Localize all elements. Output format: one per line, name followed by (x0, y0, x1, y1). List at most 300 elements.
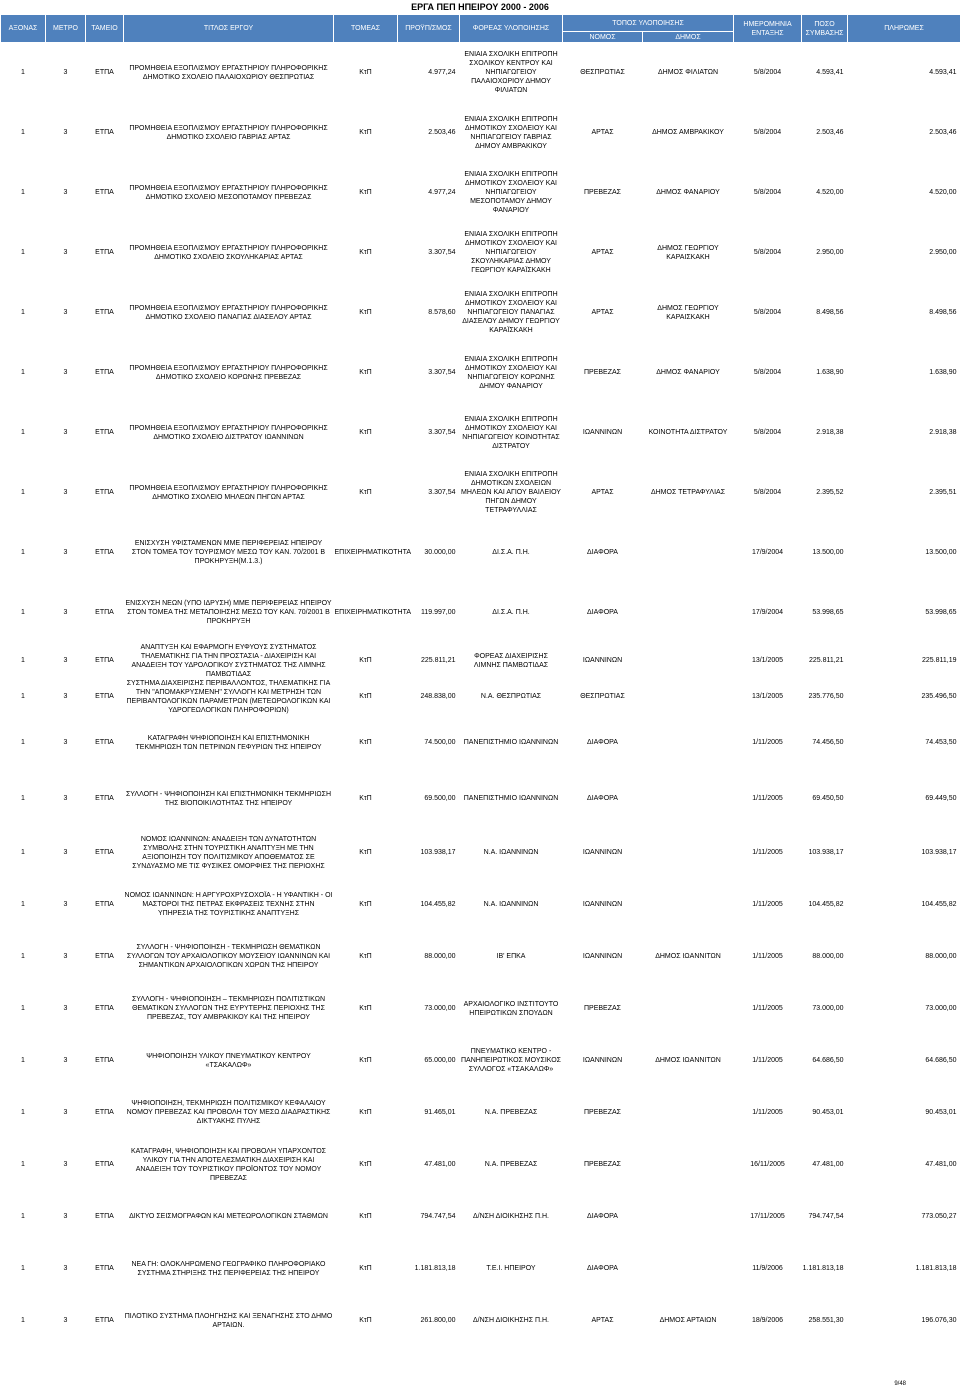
cell-title: ΣΥΛΛΟΓΗ - ΨΗΦΙΟΠΟΙΗΣΗ ΚΑΙ ΕΠΙΣΤΗΜΟΝΙΚΗ ΤΕΚΜΗΡΙΩΣΗ ΤΗΣ ΒΙΟΠΟΙΚΙΛΟΤΗΤΑΣ ΤΗΣ ΗΠΕΙΡΟΥ (125, 790, 332, 807)
header-location: ΤΟΠΟΣ ΥΛΟΠΟΙΗΣΗΣ (563, 15, 734, 32)
cell-agency: ΕΝΙΑΙΑ ΣΧΟΛΙΚΗ ΕΠΙΤΡΟΠΗ ΔΗΜΟΤΙΚΟΥ ΣΧΟΛΕΙΟΥ ΚΑΙ ΝΗΠΙΑΓΩΓΕΙΟΥ ΣΚΟΥΛΗΚΑΡΙΑΣ ΔΗΜΟΥ ΓΕΩΡΓΙΟΥ ΚΑΡΑΪΣΚΑΚΗ (464, 231, 558, 274)
cell-prefecture: ΑΡΤΑΣ (591, 309, 614, 316)
cell-budget: 3.307,54 (428, 489, 456, 496)
cell-municipality: ΔΗΜΟΣ ΑΡΤΑΙΩΝ (659, 1317, 717, 1324)
cell-axonas: 1 (21, 901, 25, 908)
cell-budget: 69.500,00 (424, 795, 456, 802)
cell-budget: 3.307,54 (428, 429, 456, 436)
cell-contract-amount: 103.938,17 (808, 849, 844, 856)
cell-title: ΠΡΟΜΗΘΕΙΑ ΕΞΟΠΛΙΣΜΟΥ ΕΡΓΑΣΤΗΡΙΟΥ ΠΛΗΡΟΦΟΡΙΚΗΣ ΔΗΜΟΤΙΚΟ ΣΧΟΛΕΙΟ ΓΑΒΡΙΑΣ ΑΡΤΑΣ (129, 124, 328, 141)
cell-payments: 64.686,50 (925, 1057, 957, 1064)
cell-date: 17/11/2005 (750, 1213, 785, 1220)
cell-date: 11/9/2006 (752, 1265, 783, 1272)
cell-agency: ΑΡΧΑΙΟΛΟΓΙΚΟ ΙΝΣΤΙΤΟΥΤΟ ΗΠΕΙΡΩΤΙΚΩΝ ΣΠΟΥΔΩΝ (463, 1000, 559, 1017)
cell-prefecture: ΙΩΑΝΝΙΝΩΝ (582, 901, 623, 908)
header-tomeas: ΤΟΜΕΑΣ (334, 15, 398, 43)
cell-budget: 104.455,82 (420, 901, 456, 908)
cell-payments: 4.520,00 (929, 189, 957, 196)
cell-contract-amount: 73.000,00 (812, 1005, 844, 1012)
cell-contract-amount: 69.450,50 (812, 795, 844, 802)
table-row (1, 827, 961, 879)
cell-tomeas: ΚτΠ (359, 69, 372, 77)
cell-agency: ΔΙ.Σ.Α. Π.Η. (492, 609, 530, 616)
cell-budget: 3.307,54 (428, 369, 456, 376)
cell-prefecture: ΔΙΑΦΟΡΑ (587, 549, 618, 556)
cell-municipality: ΔΗΜΟΣ ΓΕΩΡΓΙΟΥ ΚΑΡΑΙΣΚΑΚΗ (657, 244, 719, 261)
cell-contract-amount: 13.500,00 (812, 549, 844, 556)
cell-tameio: ΕΤΠΑ (95, 1213, 114, 1220)
cell-axonas: 1 (21, 69, 25, 77)
cell-tameio: ΕΤΠΑ (95, 1057, 114, 1064)
cell-axonas: 1 (21, 1317, 25, 1324)
cell-prefecture: ΑΡΤΑΣ (591, 129, 614, 136)
cell-contract-amount: 1.638,90 (816, 369, 844, 376)
cell-title: ΚΑΤΑΓΡΑΦΗ ΨΗΦΙΟΠΟΙΗΣΗ ΚΑΙ ΕΠΙΣΤΗΜΟΝΙΚΗ ΤΕΚΜΗΡΙΩΣΗ ΤΩΝ ΠΕΤΡΙΝΩΝ ΓΕΦΥΡΙΩΝ ΤΗΣ ΗΠΕΙΡΟΥ (135, 734, 322, 751)
cell-axonas: 1 (21, 189, 25, 196)
cell-prefecture: ΙΩΑΝΝΙΝΩΝ (582, 657, 623, 664)
cell-tameio: ΕΤΠΑ (95, 189, 114, 196)
cell-municipality: ΔΗΜΟΣ ΑΜΒΡΑΚΙΚΟΥ (652, 129, 724, 136)
cell-prefecture: ΠΡΕΒΕΖΑΣ (583, 1005, 621, 1012)
cell-tomeas: ΚτΠ (359, 1265, 372, 1272)
header-contract-amount: ΠΟΣΟ ΣΥΜΒΑΣΗΣ (802, 15, 848, 43)
cell-payments: 1.638,90 (929, 369, 957, 376)
cell-agency: ΠΝΕΥΜΑΤΙΚΟ ΚΕΝΤΡΟ - ΠΑΝΗΠΕΙΡΩΤΙΚΟΣ ΜΟΥΣΙΚΟΣ ΣΥΛΛΟΓΟΣ «ΤΣΑΚΑΛΩΦ» (460, 1048, 561, 1073)
cell-municipality (643, 1243, 734, 1295)
cell-prefecture: ΙΩΑΝΝΙΝΩΝ (582, 849, 623, 856)
cell-contract-amount: 4.520,00 (816, 189, 844, 196)
table-row (1, 771, 961, 827)
cell-tomeas: ΚτΠ (359, 129, 372, 136)
cell-axonas: 1 (21, 489, 25, 496)
table-row (1, 583, 961, 643)
cell-axonas: 1 (21, 249, 25, 256)
cell-payments: 69.449,50 (925, 795, 957, 802)
cell-agency: Ν.Α. ΙΩΑΝΝΙΝΩΝ (483, 849, 539, 856)
cell-title: ΣΥΛΛΟΓΗ - ΨΗΦΙΟΠΟΙΗΣΗ – ΤΕΚΜΗΡΙΩΣΗ ΠΟΛΙΤΙΣΤΙΚΩΝ ΘΕΜΑΤΙΚΩΝ ΣΥΛΛΟΓΩΝ ΤΗΣ ΕΥΡΥΤΕΡΗΣ ΠΕΡΙΟΧΗΣ ΤΗΣ ΠΡΕΒΕΖΑΣ, ΤΟΥ ΑΜΒΡΑΚΙΚΟΥ ΚΑΙ ΤΗΣ ΗΠΕΙΡΟΥ (131, 996, 326, 1021)
cell-municipality (643, 523, 734, 583)
table-row (1, 103, 961, 163)
cell-axonas: 1 (21, 129, 25, 136)
cell-date: 1/11/2005 (752, 901, 783, 908)
cell-municipality: ΔΗΜΟΣ ΦΑΝΑΡΙΟΥ (656, 369, 720, 376)
cell-contract-amount: 64.686,50 (812, 1057, 844, 1064)
cell-contract-amount: 2.918,38 (816, 429, 844, 436)
cell-title: ΑΝΑΠΤΥΞΗ ΚΑΙ ΕΦΑΡΜΟΓΗ ΕΥΦΥΟΥΣ ΣΥΣΤΗΜΑΤΟΣ ΤΗΛΕΜΑΤΙΚΗΣ ΓΙΑ ΤΗΝ ΠΡΟΣΤΑΣΙΑ - ΔΙΑΧΕΙΡΙΣΗ ΚΑΙ ΑΝΑΔΕΙΞΗ ΤΟΥ ΥΔΡΟΛΟΓΙΚΟΥ ΣΥΣΤΗΜΑΤΟΣ ΤΗΣ ΛΙΜΝΗΣ ΠΑΜΒΩΤΙΔΑΣ (131, 643, 326, 678)
cell-axonas: 1 (21, 1161, 25, 1168)
cell-budget: 4.977,24 (428, 69, 456, 77)
cell-title: ΕΝΙΣΧΥΣΗ ΝΕΩΝ (ΥΠΟ ΙΔΡΥΣΗ) ΜΜΕ ΠΕΡΙΦΕΡΕΙΑΣ ΗΠΕΙΡΟΥ ΣΤΟΝ ΤΟΜΕΑ ΤΗΣ ΜΕΤΑΠΟΙΗΣΗΣ ΜΕΣΩ ΤΟΥ ΚΑΝ. 70/2001 Β ΠΡΟΚΗΡΥΞΗ (125, 600, 332, 625)
cell-date: 5/8/2004 (753, 369, 782, 376)
cell-tameio: ΕΤΠΑ (95, 1265, 114, 1272)
cell-tameio: ΕΤΠΑ (95, 739, 114, 746)
cell-metro: 3 (63, 249, 68, 256)
cell-axonas: 1 (21, 609, 25, 616)
cell-date: 1/11/2005 (752, 795, 783, 802)
cell-payments: 4.593,41 (929, 69, 957, 77)
cell-tomeas: ΚτΠ (359, 1317, 372, 1324)
cell-prefecture: ΔΙΑΦΟΡΑ (587, 609, 618, 616)
cell-agency: ΕΝΙΑΙΑ ΣΧΟΛΙΚΗ ΕΠΙΤΡΟΠΗ ΔΗΜΟΤΙΚΟΥ ΣΧΟΛΕΙΟΥ ΚΑΙ ΝΗΠΙΑΓΩΓΕΙΟΥ ΚΟΙΝΟΤΗΤΑΣ ΔΙΣΤΡΑΤΟΥ (462, 415, 560, 450)
cell-tameio: ΕΤΠΑ (95, 901, 114, 908)
cell-tomeas: ΚτΠ (359, 901, 372, 908)
document-title: ΕΡΓΑ ΠΕΠ ΗΠΕΙΡΟΥ 2000 - 2006 (411, 2, 549, 12)
cell-metro: 3 (63, 849, 68, 856)
table-row (1, 983, 961, 1035)
cell-payments: 53.998,65 (925, 609, 957, 616)
cell-axonas: 1 (21, 1265, 25, 1272)
cell-axonas: 1 (21, 849, 25, 856)
cell-tomeas: ΚτΠ (359, 309, 372, 316)
cell-contract-amount: 90.453,01 (812, 1109, 844, 1116)
table-row (1, 879, 961, 931)
cell-contract-amount: 2.503,46 (816, 129, 844, 136)
table-row (1, 463, 961, 523)
cell-prefecture: ΔΙΑΦΟΡΑ (587, 739, 618, 746)
cell-tomeas: ΚτΠ (359, 1005, 372, 1012)
cell-date: 5/8/2004 (753, 489, 782, 496)
table-row (1, 715, 961, 771)
cell-municipality (643, 715, 734, 771)
cell-date: 18/9/2006 (751, 1317, 784, 1324)
cell-metro: 3 (63, 1317, 68, 1324)
cell-tameio: ΕΤΠΑ (95, 953, 114, 960)
table-row (1, 1243, 961, 1295)
cell-prefecture: ΘΕΣΠΡΩΤΙΑΣ (580, 69, 625, 77)
cell-payments: 196.076,30 (921, 1317, 957, 1324)
header-metro: ΜΕΤΡΟ (46, 15, 86, 43)
cell-metro: 3 (63, 739, 68, 746)
header-payments: ΠΛΗΡΩΜΕΣ (848, 15, 961, 43)
cell-contract-amount: 104.455,82 (808, 901, 844, 908)
table-row (1, 403, 961, 463)
cell-metro: 3 (63, 1265, 68, 1272)
cell-title: ΠΡΟΜΗΘΕΙΑ ΕΞΟΠΛΙΣΜΟΥ ΕΡΓΑΣΤΗΡΙΟΥ ΠΛΗΡΟΦΟΡΙΚΗΣ ΔΗΜΟΤΙΚΟ ΣΧΟΛΕΙΟ ΠΑΝΑΓΙΑΣ ΔΙΑΣΕΛΟΥ ΑΡΤΑΣ (129, 304, 328, 321)
cell-contract-amount: 2.395,52 (816, 489, 844, 496)
cell-agency: ΕΝΙΑΙΑ ΣΧΟΛΙΚΗ ΕΠΙΤΡΟΠΗ ΔΗΜΟΤΙΚΩΝ ΣΧΟΛΕΙΩΝ ΜΗΛΕΩΝ ΚΑΙ ΑΓΙΟΥ ΒΑΙΛΕΙΟΥ ΠΗΓΩΝ ΔΗΜΟΥ ΤΕΤΡΑΦΥΛΛΙΑΣ (461, 471, 561, 514)
table-row (1, 1035, 961, 1087)
cell-budget: 65.000,00 (424, 1057, 456, 1064)
table-row (1, 283, 961, 343)
cell-tameio: ΕΤΠΑ (95, 309, 114, 316)
cell-tameio: ΕΤΠΑ (95, 849, 114, 856)
cell-municipality: ΚΟΙΝΟΤΗΤΑ ΔΙΣΤΡΑΤΟΥ (648, 429, 728, 436)
cell-title: ΔΙΚΤΥΟ ΣΕΙΣΜΟΓΡΑΦΩΝ ΚΑΙ ΜΕΤΕΩΡΟΛΟΓΙΚΩΝ ΣΤΑΘΜΩΝ (129, 1213, 328, 1220)
cell-payments: 8.498,56 (929, 309, 957, 316)
cell-contract-amount: 794.747,54 (808, 1213, 844, 1220)
header-agency: ΦΟΡΕΑΣ ΥΛΟΠΟΙΗΣΗΣ (460, 15, 563, 43)
cell-agency: Ν.Α. ΠΡΕΒΕΖΑΣ (484, 1109, 538, 1116)
cell-municipality: ΔΗΜΟΣ ΙΩΑΝΝΙΤΩΝ (655, 1057, 721, 1064)
cell-title: ΝΕΑ ΓΗ: ΟΛΟΚΛΗΡΩΜΕΝΟ ΓΕΩΓΡΑΦΙΚΟ ΠΛΗΡΟΦΟΡΙΑΚΟ ΣΥΣΤΗΜΑ ΣΤΗΡΙΞΗΣ ΤΗΣ ΠΕΡΙΦΕΡΕΙΑΣ ΤΗΣ ΗΠΕΙΡΟΥ (131, 1260, 326, 1277)
cell-tomeas: ΚτΠ (359, 657, 372, 664)
cell-date: 13/1/2005 (751, 693, 784, 700)
cell-contract-amount: 258.551,30 (808, 1317, 844, 1324)
cell-prefecture: ΑΡΤΑΣ (591, 1317, 614, 1324)
cell-payments: 88.000,00 (925, 953, 957, 960)
cell-date: 17/9/2004 (751, 609, 784, 616)
cell-axonas: 1 (21, 429, 25, 436)
cell-agency: ΕΝΙΑΙΑ ΣΧΟΛΙΚΗ ΕΠΙΤΡΟΠΗ ΔΗΜΟΤΙΚΟΥ ΣΧΟΛΕΙΟΥ ΚΑΙ ΝΗΠΙΑΓΩΓΕΙΟΥ ΚΟΡΩΝΗΣ ΔΗΜΟΥ ΦΑΝΑΡΙΟΥ (464, 355, 558, 390)
cell-payments: 2.395,51 (929, 489, 957, 496)
header-axonas: ΑΞΟΝΑΣ (1, 15, 46, 43)
cell-budget: 103.938,17 (420, 849, 456, 856)
cell-date: 1/11/2005 (752, 1057, 783, 1064)
cell-contract-amount: 8.498,56 (816, 309, 844, 316)
cell-payments: 74.453,50 (925, 739, 957, 746)
cell-budget: 30.000,00 (424, 549, 456, 556)
cell-date: 5/8/2004 (753, 69, 782, 77)
cell-metro: 3 (63, 1109, 68, 1116)
cell-prefecture: ΠΡΕΒΕΖΑΣ (583, 369, 621, 376)
cell-municipality (643, 771, 734, 827)
cell-tomeas: ΚτΠ (359, 739, 372, 746)
cell-prefecture: ΠΡΕΒΕΖΑΣ (583, 1161, 621, 1168)
cell-metro: 3 (63, 1057, 68, 1064)
cell-municipality (643, 1087, 734, 1139)
cell-payments: 1.181.813,18 (915, 1265, 957, 1272)
cell-metro: 3 (63, 795, 68, 802)
cell-contract-amount: 1.181.813,18 (802, 1265, 844, 1272)
cell-axonas: 1 (21, 1213, 25, 1220)
cell-tomeas: ΚτΠ (359, 369, 372, 376)
cell-contract-amount: 74.456,50 (812, 739, 844, 746)
cell-tameio: ΕΤΠΑ (95, 69, 114, 77)
cell-title: ΠΡΟΜΗΘΕΙΑ ΕΞΟΠΛΙΣΜΟΥ ΕΡΓΑΣΤΗΡΙΟΥ ΠΛΗΡΟΦΟΡΙΚΗΣ ΔΗΜΟΤΙΚΟ ΣΧΟΛΕΙΟ ΣΚΟΥΛΗΚΑΡΙΑΣ ΑΡΤΑΣ (129, 244, 328, 261)
cell-agency: Ν.Α. ΘΕΣΠΡΩΤΙΑΣ (480, 693, 542, 700)
cell-tameio: ΕΤΠΑ (95, 657, 114, 664)
cell-prefecture: ΑΡΤΑΣ (591, 249, 614, 256)
cell-title: ΨΗΦΙΟΠΟΙΗΣΗ, ΤΕΚΜΗΡΙΩΣΗ ΠΟΛΙΤΙΣΜΙΚΟΥ ΚΕΦΑΛΑΙΟΥ ΝΟΜΟΥ ΠΡΕΒΕΖΑΣ ΚΑΙ ΠΡΟΒΟΛΗ ΤΟΥ ΜΕΣΩ ΔΙΑΔΡΑΣΤΙΚΗΣ ΔΙΚΤΥΑΚΗΣ ΠΥΛΗΣ (126, 1100, 331, 1125)
cell-date: 5/8/2004 (753, 129, 782, 136)
cell-budget: 73.000,00 (424, 1005, 456, 1012)
table-row (1, 523, 961, 583)
cell-agency: ΔΙ.Σ.Α. Π.Η. (492, 549, 530, 556)
cell-metro: 3 (63, 657, 68, 664)
cell-axonas: 1 (21, 549, 25, 556)
cell-tomeas: ΚτΠ (359, 1213, 372, 1220)
cell-contract-amount: 53.998,65 (812, 609, 844, 616)
cell-budget: 794.747,54 (420, 1213, 456, 1220)
cell-title: ΠΙΛΟΤΙΚΟ ΣΥΣΤΗΜΑ ΠΛΟΗΓΗΣΗΣ ΚΑΙ ΞΕΝΑΓΗΣΗΣ ΣΤΟ ΔΗΜΟ ΑΡΤΑΙΩΝ. (124, 1312, 333, 1329)
cell-payments: 73.000,00 (925, 1005, 957, 1012)
cell-agency: Δ/ΝΣΗ ΔΙΟΙΚΗΣΗΣ Π.Η. (472, 1213, 549, 1220)
cell-tomeas: ΕΠΙΧΕΙΡΗΜΑΤΙΚΟΤΗΤΑ (334, 549, 412, 556)
cell-prefecture: ΠΡΕΒΕΖΑΣ (583, 189, 621, 196)
table-row (1, 679, 961, 715)
cell-payments: 103.938,17 (921, 849, 957, 856)
cell-axonas: 1 (21, 739, 25, 746)
cell-metro: 3 (63, 369, 68, 376)
cell-tameio: ΕΤΠΑ (95, 693, 114, 700)
header-date: ΗΜΕΡΟΜΗΝΙΑ ΕΝΤΑΞΗΣ (734, 15, 802, 43)
cell-axonas: 1 (21, 795, 25, 802)
cell-prefecture: ΔΙΑΦΟΡΑ (587, 1213, 618, 1220)
cell-title: ΣΥΛΛΟΓΗ - ΨΗΦΙΟΠΟΙΗΣΗ - ΤΕΚΜΗΡΙΩΣΗ ΘΕΜΑΤΙΚΩΝ ΣΥΛΛΟΓΩΝ ΤΟΥ ΑΡΧΑΙΟΛΟΓΙΚΟΥ ΜΟΥΣΕΙΟΥ ΙΩΑΝΝΙΝΩΝ ΚΑΙ ΣΗΜΑΝΤΙΚΩΝ ΑΡΧΑΙΟΛΟΓΙΚΩΝ ΧΩΡΩΝ ΤΗΣ ΗΠΕΙΡΟΥ (126, 944, 331, 969)
cell-prefecture: ΙΩΑΝΝΙΝΩΝ (582, 1057, 623, 1064)
cell-tameio: ΕΤΠΑ (95, 795, 114, 802)
cell-agency: Ν.Α. ΠΡΕΒΕΖΑΣ (484, 1161, 538, 1168)
cell-prefecture: ΔΙΑΦΟΡΑ (587, 795, 618, 802)
cell-tomeas: ΚτΠ (359, 1057, 372, 1064)
cell-axonas: 1 (21, 693, 25, 700)
table-row (1, 43, 961, 103)
cell-tameio: ΕΤΠΑ (95, 249, 114, 256)
cell-municipality (643, 583, 734, 643)
cell-municipality (643, 827, 734, 879)
cell-budget: 119.997,00 (420, 609, 456, 616)
cell-agency: ΙΒ' ΕΠΚΑ (496, 953, 526, 960)
table-row (1, 643, 961, 679)
cell-prefecture: ΔΙΑΦΟΡΑ (587, 1265, 618, 1272)
cell-axonas: 1 (21, 953, 25, 960)
cell-date: 5/8/2004 (753, 309, 782, 316)
cell-prefecture: ΠΡΕΒΕΖΑΣ (583, 1109, 621, 1116)
cell-date: 1/11/2005 (752, 1109, 783, 1116)
cell-contract-amount: 4.593,41 (816, 69, 844, 77)
cell-title: ΕΝΙΣΧΥΣΗ ΥΦΙΣΤΑΜΕΝΩΝ ΜΜΕ ΠΕΡΙΦΕΡΕΙΑΣ ΗΠΕΙΡΟΥ ΣΤΟΝ ΤΟΜΕΑ ΤΟΥ ΤΟΥΡΙΣΜΟΥ ΜΕΣΩ ΤΟΥ ΚΑΝ. 70/2001 Β ΠΡΟΚΗΡΥΞΗ(Μ.1.3.) (131, 540, 326, 565)
cell-title: ΠΡΟΜΗΘΕΙΑ ΕΞΟΠΛΙΣΜΟΥ ΕΡΓΑΣΤΗΡΙΟΥ ΠΛΗΡΟΦΟΡΙΚΗΣ ΔΗΜΟΤΙΚΟ ΣΧΟΛΕΙΟ ΜΕΣΟΠΟΤΑΜΟΥ ΠΡΕΒΕΖΑΣ (129, 184, 328, 201)
cell-agency: ΕΝΙΑΙΑ ΣΧΟΛΙΚΗ ΕΠΙΤΡΟΠΗ ΔΗΜΟΤΙΚΟΥ ΣΧΟΛΕΙΟΥ ΚΑΙ ΝΗΠΙΑΓΩΓΕΙΟΥ ΠΑΝΑΓΙΑΣ ΔΙΑΣΕΛΟΥ ΔΗΜΟΥ ΓΕΩΡΓΙΟΥ ΚΑΡΑΪΣΚΑΚΗ (462, 291, 560, 334)
cell-municipality (643, 1191, 734, 1243)
cell-metro: 3 (63, 189, 68, 196)
table-row (1, 163, 961, 223)
cell-contract-amount: 225.811,21 (809, 657, 844, 664)
cell-prefecture: ΑΡΤΑΣ (591, 489, 614, 496)
cell-agency: ΠΑΝΕΠΙΣΤΗΜΙΟ ΙΩΑΝΝΙΝΩΝ (463, 739, 559, 746)
cell-budget: 3.307,54 (428, 249, 456, 256)
cell-agency: ΕΝΙΑΙΑ ΣΧΟΛΙΚΗ ΕΠΙΤΡΟΠΗ ΔΗΜΟΤΙΚΟΥ ΣΧΟΛΕΙΟΥ ΚΑΙ ΝΗΠΙΑΓΩΓΕΙΟΥ ΜΕΣΟΠΟΤΑΜΟΥ ΔΗΜΟΥ ΦΑΝΑΡΙΟΥ (464, 171, 558, 214)
cell-agency: Δ/ΝΣΗ ΔΙΟΙΚΗΣΗΣ Π.Η. (472, 1317, 549, 1324)
cell-metro: 3 (63, 1005, 68, 1012)
table-row (1, 1139, 961, 1191)
cell-tomeas: ΚτΠ (359, 429, 372, 436)
cell-budget: 8.578,60 (428, 309, 456, 316)
cell-budget: 225.811,21 (420, 657, 456, 664)
cell-budget: 4.977,24 (428, 189, 456, 196)
cell-agency: ΦΟΡΕΑΣ ΔΙΑΧΕΙΡΙΣΗΣ ΛΙΜΝΗΣ ΠΑΜΒΩΤΙΔΑΣ (473, 652, 549, 669)
cell-agency: ΕΝΙΑΙΑ ΣΧΟΛΙΚΗ ΕΠΙΤΡΟΠΗ ΣΧΟΛΙΚΟΥ ΚΕΝΤΡΟΥ ΚΑΙ ΝΗΠΙΑΓΩΓΕΙΟΥ ΠΑΛΑΙΟΧΩΡΙΟΥ ΔΗΜΟΥ ΦΙΛΙΑΤΩΝ (464, 51, 558, 95)
cell-municipality: ΔΗΜΟΣ ΓΕΩΡΓΙΟΥ ΚΑΡΑΙΣΚΑΚΗ (657, 304, 719, 321)
cell-date: 16/11/2005 (750, 1161, 785, 1168)
page-number: 9/48 (894, 1381, 906, 1387)
header-budget: ΠΡΟΫΠ/ΣΜΟΣ (398, 15, 460, 43)
cell-date: 1/11/2005 (752, 739, 783, 746)
header-title: ΤΙΤΛΟΣ ΕΡΓΟΥ (124, 15, 334, 43)
cell-tameio: ΕΤΠΑ (95, 1161, 114, 1168)
cell-tameio: ΕΤΠΑ (95, 1005, 114, 1012)
cell-prefecture: ΘΕΣΠΡΩΤΙΑΣ (580, 693, 625, 700)
cell-tameio: ΕΤΠΑ (95, 609, 114, 616)
cell-budget: 88.000,00 (424, 953, 456, 960)
cell-date: 17/9/2004 (751, 549, 784, 556)
cell-title: ΨΗΦΙΟΠΟΙΗΣΗ ΥΛΙΚΟΥ ΠΝΕΥΜΑΤΙΚΟΥ ΚΕΝΤΡΟΥ «ΤΣΑΚΑΛΩΦ» (146, 1052, 311, 1069)
cell-agency: ΠΑΝΕΠΙΣΤΗΜΙΟ ΙΩΑΝΝΙΝΩΝ (463, 795, 559, 802)
table-row (1, 343, 961, 403)
cell-tameio: ΕΤΠΑ (95, 1317, 114, 1324)
cell-payments: 2.950,00 (929, 249, 957, 256)
cell-budget: 2.503,46 (428, 129, 456, 136)
cell-budget: 47.481,00 (424, 1161, 456, 1168)
cell-municipality: ΔΗΜΟΣ ΦΑΝΑΡΙΟΥ (656, 189, 720, 196)
header-municipality: ΔΗΜΟΣ (643, 32, 734, 43)
cell-tameio: ΕΤΠΑ (95, 129, 114, 136)
cell-contract-amount: 88.000,00 (812, 953, 844, 960)
table-row (1, 1191, 961, 1243)
cell-payments: 235.496,50 (921, 693, 957, 700)
cell-axonas: 1 (21, 369, 25, 376)
cell-contract-amount: 2.950,00 (816, 249, 844, 256)
cell-title: ΠΡΟΜΗΘΕΙΑ ΕΞΟΠΛΙΣΜΟΥ ΕΡΓΑΣΤΗΡΙΟΥ ΠΛΗΡΟΦΟΡΙΚΗΣ ΔΗΜΟΤΙΚΟ ΣΧΟΛΕΙΟ ΚΟΡΩΝΗΣ ΠΡΕΒΕΖΑΣ (129, 364, 328, 381)
header-prefecture: ΝΟΜΟΣ (563, 32, 643, 43)
cell-metro: 3 (63, 429, 68, 436)
cell-tomeas: ΚτΠ (359, 489, 372, 496)
cell-axonas: 1 (21, 1057, 25, 1064)
cell-title: ΣΥΣΤΗΜΑ ΔΙΑΧΕΙΡΙΣΗΣ ΠΕΡΙΒΑΛΛΟΝΤΟΣ, ΤΗΛΕΜΑΤΙΚΗΣ ΓΙΑ ΤΗΝ "ΑΠΟΜΑΚΡΥΣΜΕΝΗ" ΣΥΛΛΟΓΗ ΚΑΙ ΜΕΤΡΗΣΗ ΤΩΝ ΠΕΡΙΒΑΝΤΟΛΟΓΙΚΩΝ ΠΑΡΑΜΕΤΡΩΝ (ΜΕΤΕΩΡΟΛΟΓΙΚΩΝ ΚΑΙ ΥΔΡΟΓΕΩΛΟΓΙΚΩΝ ΠΛΗΡΟΦΟΡΙΩΝ) (126, 679, 331, 714)
cell-title: ΠΡΟΜΗΘΕΙΑ ΕΞΟΠΛΙΣΜΟΥ ΕΡΓΑΣΤΗΡΙΟΥ ΠΛΗΡΟΦΟΡΙΚΗΣ ΔΗΜΟΤΙΚΟ ΣΧΟΛΕΙΟ ΠΑΛΑΙΟΧΩΡΙΟΥ ΘΕΣΠΡΩΤΙΑΣ (129, 64, 328, 81)
cell-tomeas: ΚτΠ (359, 953, 372, 960)
cell-date: 5/8/2004 (753, 249, 782, 256)
cell-municipality: ΔΗΜΟΣ ΙΩΑΝΝΙΤΩΝ (655, 953, 721, 960)
cell-metro: 3 (63, 1213, 68, 1220)
cell-municipality: ΔΗΜΟΣ ΦΙΛΙΑΤΩΝ (657, 69, 719, 77)
cell-tomeas: ΚτΠ (359, 249, 372, 256)
cell-budget: 1.181.813,18 (414, 1265, 456, 1272)
cell-prefecture: ΙΩΑΝΝΙΝΩΝ (582, 429, 623, 436)
cell-contract-amount: 47.481,00 (812, 1161, 844, 1168)
cell-metro: 3 (63, 69, 68, 77)
table-row (1, 223, 961, 283)
cell-metro: 3 (63, 901, 68, 908)
cell-metro: 3 (63, 1161, 68, 1168)
cell-payments: 225.811,19 (922, 657, 957, 664)
cell-metro: 3 (63, 309, 68, 316)
header-tameio: ΤΑΜΕΙΟ (86, 15, 124, 43)
cell-title: ΚΑΤΑΓΡΑΦΗ, ΨΗΦΙΟΠΟΙΗΣΗ ΚΑΙ ΠΡΟΒΟΛΗ ΥΠΑΡΧΟΝΤΟΣ ΥΛΙΚΟΥ ΓΙΑ ΤΗΝ ΑΠΟΤΕΛΕΣΜΑΤΙΚΗ ΔΙΑΧΕΙΡΙΣΗ ΚΑΙ ΑΝΑΔΕΙΞΗ ΤΟΥ ΤΟΥΡΙΣΤΙΚΟΥ ΠΡΟΪΟΝΤΟΣ ΤΟΥ ΝΟΜΟΥ ΠΡΕΒΕΖΑΣ (130, 1147, 327, 1182)
cell-budget: 74.500,00 (424, 739, 456, 746)
cell-tomeas: ΚτΠ (359, 1109, 372, 1116)
cell-metro: 3 (63, 953, 68, 960)
cell-date: 13/1/2005 (751, 657, 784, 664)
cell-tomeas: ΚτΠ (359, 1161, 372, 1168)
cell-prefecture: ΙΩΑΝΝΙΝΩΝ (582, 953, 623, 960)
cell-metro: 3 (63, 609, 68, 616)
cell-municipality (643, 1139, 734, 1191)
cell-tameio: ΕΤΠΑ (95, 549, 114, 556)
cell-contract-amount: 235.776,50 (808, 693, 844, 700)
cell-municipality: ΔΗΜΟΣ ΤΕΤΡΑΦΥΛΙΑΣ (650, 489, 726, 496)
cell-agency: Τ.Ε.Ι. ΗΠΕΙΡΟΥ (486, 1265, 536, 1272)
cell-payments: 13.500,00 (925, 549, 957, 556)
cell-date: 1/11/2005 (752, 1005, 783, 1012)
cell-axonas: 1 (21, 1005, 25, 1012)
table-row (1, 1087, 961, 1139)
cell-metro: 3 (63, 129, 68, 136)
cell-axonas: 1 (21, 657, 25, 664)
cell-municipality (643, 679, 734, 715)
cell-metro: 3 (63, 549, 68, 556)
cell-tameio: ΕΤΠΑ (95, 369, 114, 376)
projects-table (0, 14, 961, 1347)
cell-axonas: 1 (21, 1109, 25, 1116)
cell-tameio: ΕΤΠΑ (95, 489, 114, 496)
cell-agency: ΕΝΙΑΙΑ ΣΧΟΛΙΚΗ ΕΠΙΤΡΟΠΗ ΔΗΜΟΤΙΚΟΥ ΣΧΟΛΕΙΟΥ ΚΑΙ ΝΗΠΙΑΓΩΓΕΙΟΥ ΓΑΒΡΙΑΣ ΔΗΜΟΥ ΑΜΒΡΑΚΙΚΟΥ (464, 115, 558, 150)
cell-date: 1/11/2005 (752, 953, 783, 960)
cell-budget: 248.838,00 (420, 693, 456, 700)
cell-title: ΠΡΟΜΗΘΕΙΑ ΕΞΟΠΛΙΣΜΟΥ ΕΡΓΑΣΤΗΡΙΟΥ ΠΛΗΡΟΦΟΡΙΚΗΣ ΔΗΜΟΤΙΚΟ ΣΧΟΛΕΙΟ ΜΗΛΕΩΝ ΠΗΓΩΝ ΑΡΤΑΣ (129, 484, 328, 501)
cell-payments: 2.918,38 (929, 429, 957, 436)
cell-tomeas: ΕΠΙΧΕΙΡΗΜΑΤΙΚΟΤΗΤΑ (334, 609, 412, 616)
